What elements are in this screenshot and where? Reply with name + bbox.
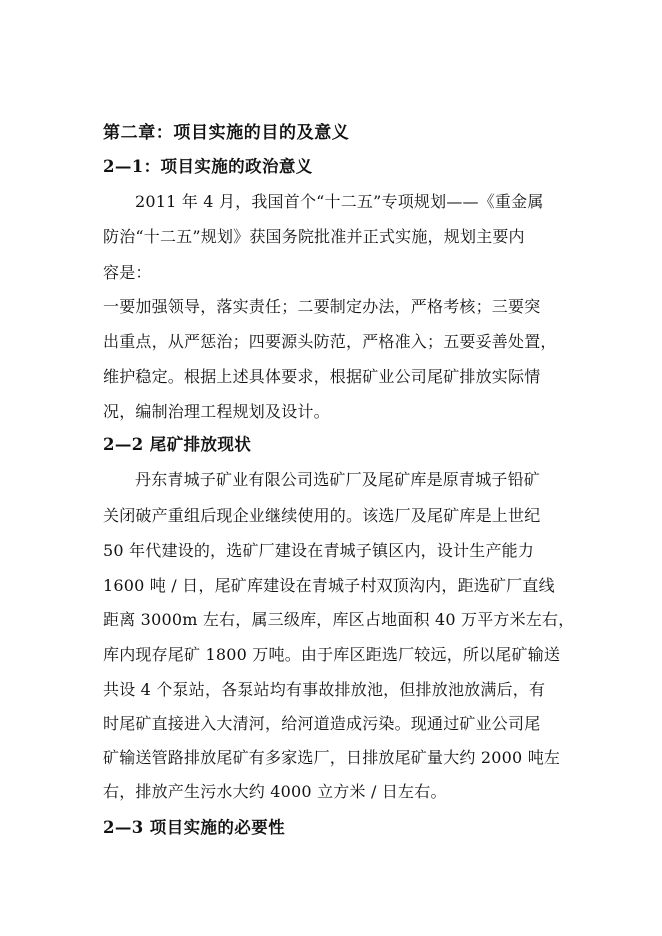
paragraph-line: 矿输送管路排放尾矿有多家选厂，日排放尾矿量大约 2000 吨左: [103, 748, 561, 767]
paragraph-line: 况，编制治理工程规划及设计。: [103, 402, 330, 421]
paragraph-line: 库内现存尾矿 1800 万吨。由于库区距选厂较远，所以尾矿输送: [103, 645, 561, 664]
paragraph-line: 出重点，从严惩治；四要源头防范，严格准入；五要妥善处置，: [103, 332, 557, 351]
paragraph-line: 防治“十二五”规划》获国务院批准并正式实施，规划主要内: [103, 227, 525, 246]
paragraph-line: 50 年代建设的，选矿厂建设在青城子镇区内，设计生产能力: [103, 541, 535, 560]
section-heading-political-significance: 2—1：项目实施的政治意义: [103, 157, 313, 176]
paragraph-line: 1600 吨 / 日，尾矿库建设在青城子村双顶沟内，距选矿厂直线: [103, 576, 555, 595]
paragraph-line: 维护稳定。根据上述具体要求，根据矿业公司尾矿排放实际情: [103, 367, 541, 386]
paragraph-line: 时尾矿直接进入大清河，给河道造成污染。现通过矿业公司尾: [103, 714, 541, 733]
paragraph-line: 距离 3000m 左右，属三级库，库区占地面积 40 万平方米左右，: [103, 610, 575, 629]
paragraph-line: 丹东青城子矿业有限公司选矿厂及尾矿库是原青城子铅矿: [135, 470, 541, 489]
paragraph-line: 2011 年 4 月，我国首个“十二五”专项规划——《重金属: [135, 192, 544, 211]
section-heading-tailings-status: 2—2 尾矿排放现状: [103, 435, 252, 454]
paragraph-line: 共设 4 个泵站，各泵站均有事故排放池，但排放池放满后，有: [103, 680, 546, 699]
paragraph-line: 关闭破产重组后现企业继续使用的。该选厂及尾矿库是上世纪: [103, 506, 541, 525]
paragraph-line: 容是：: [103, 263, 152, 282]
section-heading-necessity: 2—3 项目实施的必要性: [103, 818, 286, 837]
paragraph-line: 一要加强领导，落实责任；二要制定办法，严格考核；三要突: [103, 297, 541, 316]
paragraph-line: 右，排放产生污水大约 4000 立方米 / 日左右。: [103, 782, 447, 801]
chapter-title: 第二章：项目实施的目的及意义: [103, 123, 350, 143]
